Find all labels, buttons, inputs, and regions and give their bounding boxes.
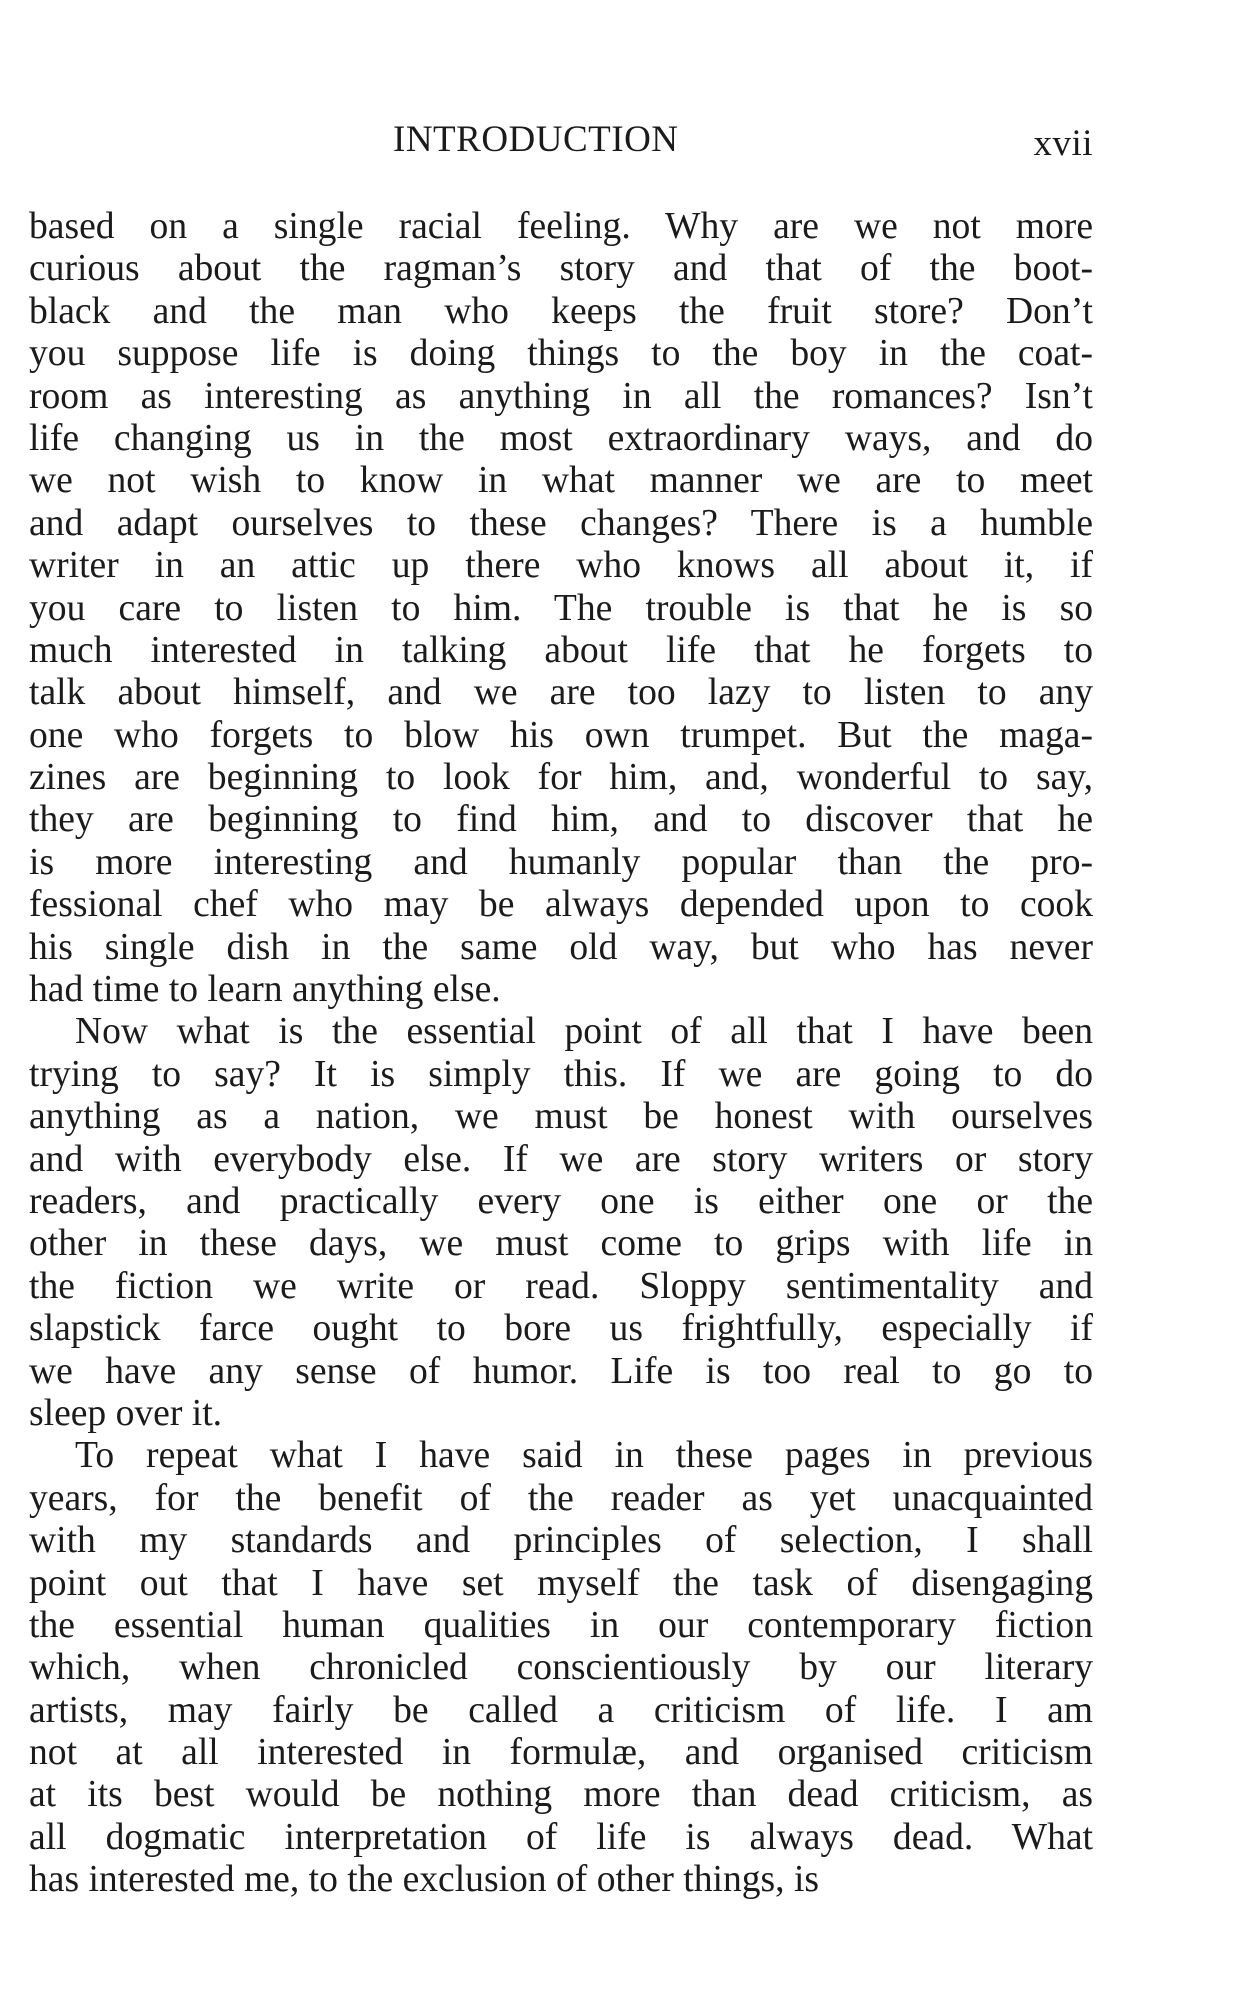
text-line: trying to say? It is simply this. If we are going to do <box>29 1053 1093 1095</box>
text-line: his single dish in the same old way, but who has never <box>29 926 1093 968</box>
text-line: they are beginning to find him, and to discover that he <box>29 799 1093 841</box>
page-number: xvii <box>1033 123 1093 164</box>
text-line: has interested me, to the exclusion of other things, is <box>29 1859 820 1901</box>
text-line: slapstick farce ought to bore us frightfully, especially if <box>29 1308 1093 1350</box>
text-line: with my standards and principles of selection, I shall <box>29 1520 1093 1562</box>
text-line: is more interesting and humanly popular than the pro- <box>29 841 1093 883</box>
text-line: curious about the ragman’s story and that of the boot- <box>29 248 1093 290</box>
running-title: INTRODUCTION <box>393 119 679 160</box>
text-line: artists, may fairly be called a criticism of life. I am <box>29 1689 1093 1731</box>
text-line: anything as a nation, we must be honest with ourselves <box>29 1096 1093 1138</box>
text-line: we not wish to know in what manner we are to meet <box>29 460 1093 502</box>
text-line: had time to learn anything else. <box>29 969 501 1011</box>
text-line: To repeat what I have said in these pages in previous <box>75 1435 1093 1477</box>
text-line: all dogmatic interpretation of life is always dead. What <box>29 1816 1093 1858</box>
text-line: room as interesting as anything in all the romances? Isn’t <box>29 375 1093 417</box>
text-line: Now what is the essential point of all that I have been <box>75 1011 1093 1053</box>
text-line: based on a single racial feeling. Why are we not more <box>29 206 1093 247</box>
text-line: the fiction we write or read. Sloppy sentimentality and <box>29 1265 1093 1307</box>
text-line: you suppose life is doing things to the boy in the coat- <box>29 333 1093 375</box>
text-line: readers, and practically every one is either one or the <box>29 1180 1093 1222</box>
text-line: at its best would be nothing more than dead criticism, as <box>29 1774 1093 1816</box>
text-line: life changing us in the most extraordinary ways, and do <box>29 417 1093 459</box>
text-line: we have any sense of humor. Life is too real to go to <box>29 1350 1093 1392</box>
text-line: talk about himself, and we are too lazy to listen to any <box>29 672 1093 714</box>
text-line: zines are beginning to look for him, and, wonderful to say, <box>29 757 1093 799</box>
text-line: fessional chef who may be always depended upon to cook <box>29 884 1093 926</box>
running-head <box>29 118 1093 168</box>
text-line: years, for the benefit of the reader as yet unacquainted <box>29 1477 1093 1519</box>
body-text <box>29 206 1093 1902</box>
text-line: point out that I have set myself the task of disengaging <box>29 1562 1093 1604</box>
text-line: black and the man who keeps the fruit store? Don’t <box>29 290 1093 332</box>
text-line: much interested in talking about life that he forgets to <box>29 629 1093 671</box>
text-line: which, when chronicled conscientiously by our literary <box>29 1647 1093 1689</box>
text-line: you care to listen to him. The trouble is that he is so <box>29 587 1093 629</box>
text-line: the essential human qualities in our contemporary fiction <box>29 1604 1093 1646</box>
text-line: and with everybody else. If we are story writers or story <box>29 1138 1093 1180</box>
text-line: not at all interested in formulæ, and organised criticism <box>29 1732 1093 1774</box>
text-line: one who forgets to blow his own trumpet. But the maga- <box>29 714 1093 756</box>
text-line: other in these days, we must come to grips with life in <box>29 1223 1093 1265</box>
text-line: sleep over it. <box>29 1392 223 1434</box>
text-line: and adapt ourselves to these changes? There is a humble <box>29 502 1093 544</box>
text-line: writer in an attic up there who knows all about it, if <box>29 545 1093 587</box>
